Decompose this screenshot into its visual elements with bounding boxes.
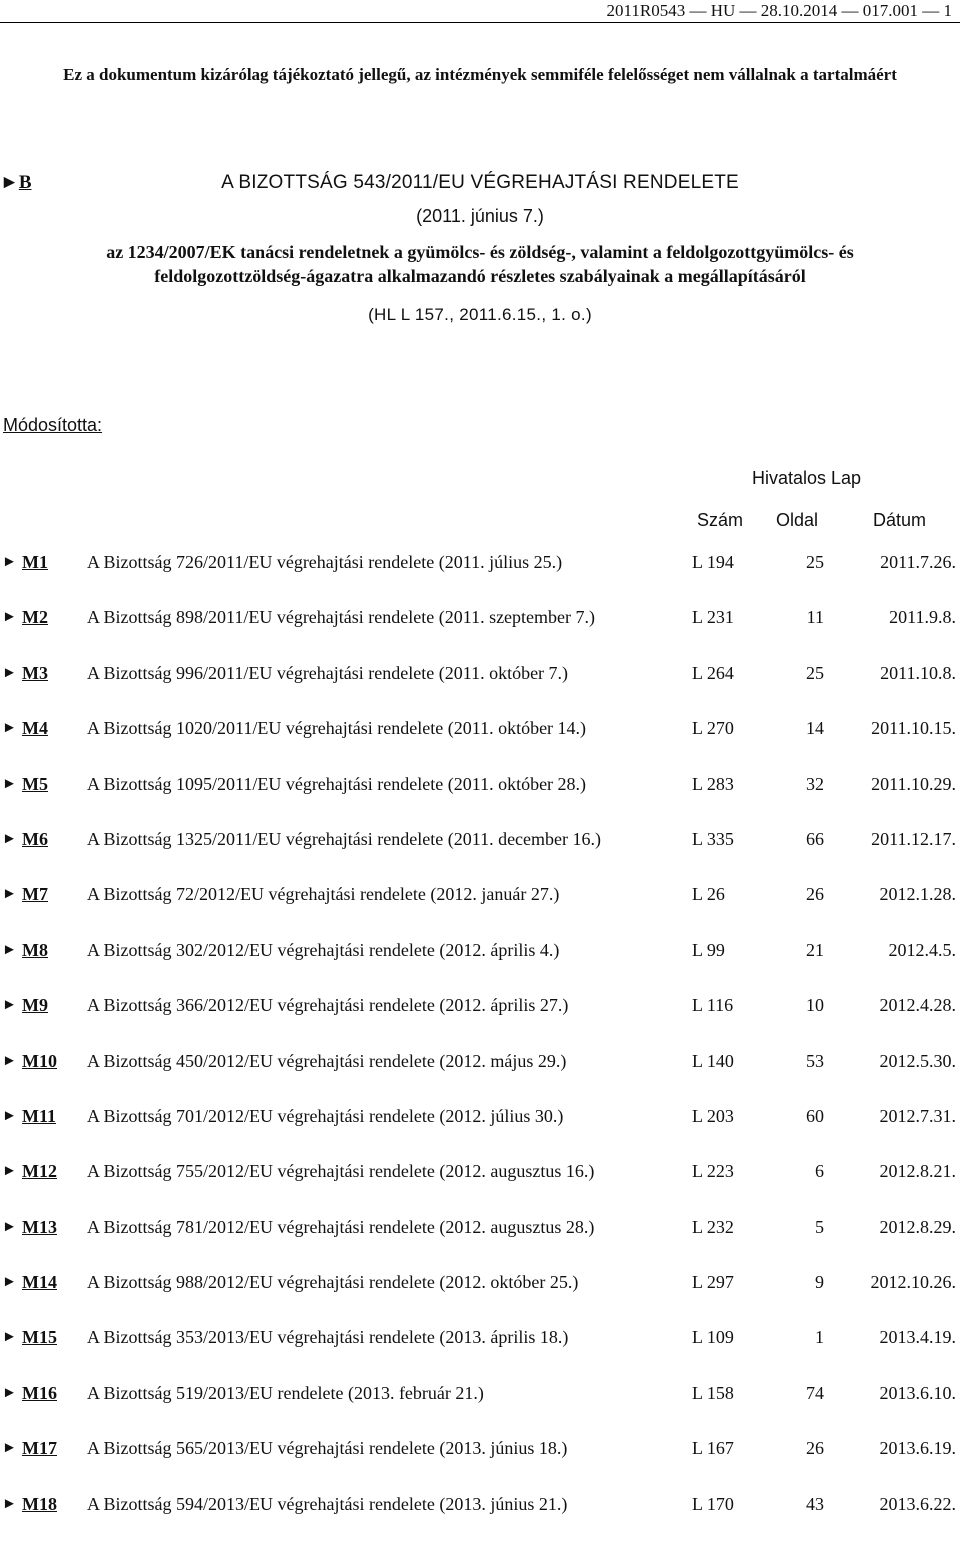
oj-number: L 158: [692, 1382, 734, 1403]
table-row: [0, 773, 960, 828]
amendment-code-link[interactable]: M7: [22, 884, 48, 905]
oj-date: 2011.10.15.: [871, 718, 956, 739]
triangle-right-icon: ►: [2, 886, 17, 903]
triangle-right-icon: ►: [2, 775, 17, 792]
oj-date: 2012.8.29.: [879, 1216, 956, 1237]
amendment-code-link[interactable]: M1: [22, 552, 48, 572]
oj-date: 2012.1.28.: [879, 884, 956, 905]
oj-page: 14: [806, 718, 824, 739]
amended-by-label: Módosította:: [3, 415, 103, 435]
oj-page: 32: [806, 773, 824, 794]
triangle-right-icon: ►: [2, 609, 17, 626]
amending-act: A Bizottság 519/2013/EU rendelete (2013. február 21.): [87, 1382, 484, 1403]
oj-date: 2012.4.5.: [888, 939, 956, 960]
oj-page: 25: [806, 662, 824, 683]
oj-number: L 170: [692, 1493, 734, 1514]
amending-act: A Bizottság 898/2011/EU végrehajtási rendelete (2011. szeptember 7.): [87, 607, 596, 628]
oj-date: 2012.10.26.: [870, 1272, 956, 1293]
amendment-code-link[interactable]: M3: [22, 662, 48, 683]
amendment-code-link[interactable]: M15: [22, 1327, 57, 1348]
table-row: [0, 1326, 960, 1381]
official-journal-header: Hivatalos Lap: [752, 468, 862, 488]
official-journal-reference: (HL L 157., 2011.6.15., 1. o.): [368, 305, 592, 324]
amending-act: A Bizottság 988/2012/EU végrehajtási rendelete (2012. október 25.): [87, 1272, 579, 1293]
oj-page: 9: [815, 1272, 824, 1293]
document-reference: 2011R0543 — HU — 28.10.2014 — 017.001 — 1: [606, 1, 952, 20]
triangle-right-icon: ►: [2, 1052, 17, 1069]
amendment-code-link[interactable]: M5: [22, 773, 48, 794]
amending-act: A Bizottság 996/2011/EU végrehajtási rendelete (2011. október 7.): [87, 662, 569, 683]
oj-page: 10: [806, 995, 824, 1016]
table-row: [0, 662, 960, 717]
oj-page: 66: [806, 828, 824, 849]
table-row: [0, 1216, 960, 1271]
oj-date: 2011.12.17.: [871, 828, 956, 849]
oj-number: L 109: [692, 1327, 734, 1348]
table-row: [0, 717, 960, 772]
oj-date: 2012.8.21.: [879, 1161, 956, 1182]
table-row: [0, 1050, 960, 1105]
oj-page: 74: [806, 1382, 824, 1403]
oj-date: 2012.7.31.: [879, 1105, 956, 1126]
column-header-page: Oldal: [776, 510, 819, 530]
amendment-code-link[interactable]: M8: [22, 939, 48, 960]
oj-page: 6: [815, 1161, 824, 1182]
amending-act: A Bizottság 1095/2011/EU végrehajtási rendelete (2011. október 28.): [87, 773, 587, 794]
column-header-number: Szám: [697, 510, 744, 530]
amending-act: A Bizottság 781/2012/EU végrehajtási rendelete (2012. augusztus 28.): [87, 1216, 595, 1237]
oj-page: 5: [815, 1216, 824, 1237]
oj-date: 2013.6.22.: [879, 1493, 956, 1514]
amending-act: A Bizottság 1020/2011/EU végrehajtási rendelete (2011. október 14.): [87, 718, 587, 739]
oj-page: 1: [815, 1327, 824, 1348]
oj-number: L 194: [692, 552, 734, 572]
table-row: [0, 939, 960, 994]
triangle-right-icon: ►: [2, 1274, 17, 1291]
oj-number: L 223: [692, 1161, 734, 1182]
triangle-right-icon: ►: [2, 830, 17, 847]
oj-number: L 297: [692, 1272, 734, 1293]
amendment-code-link[interactable]: M18: [22, 1493, 57, 1514]
oj-number: L 335: [692, 828, 734, 849]
oj-number: L 116: [692, 995, 734, 1016]
amending-act: A Bizottság 366/2012/EU végrehajtási rendelete (2012. április 27.): [87, 995, 569, 1016]
amending-act: A Bizottság 72/2012/EU végrehajtási rendelete (2012. január 27.): [87, 884, 560, 905]
amending-act: A Bizottság 302/2012/EU végrehajtási rendelete (2012. április 4.): [87, 939, 560, 960]
amendment-code-link[interactable]: M10: [22, 1050, 57, 1071]
table-row: [0, 1437, 960, 1492]
disclaimer: Ez a dokumentum kizárólag tájékoztató jellegű, az intézmények semmiféle felelősséget nem vállalnak a tartalmáért: [63, 65, 897, 84]
oj-number: L 283: [692, 773, 734, 794]
triangle-right-icon: ►: [2, 1163, 17, 1180]
amending-act: A Bizottság 701/2012/EU végrehajtási rendelete (2012. július 30.): [87, 1105, 564, 1126]
oj-date: 2011.7.26.: [880, 552, 956, 572]
amendment-code-link[interactable]: M12: [22, 1161, 57, 1182]
column-header-date: Dátum: [873, 510, 927, 530]
oj-number: L 203: [692, 1105, 734, 1126]
oj-page: 43: [806, 1493, 824, 1514]
table-row: [0, 883, 960, 938]
oj-date: 2012.4.28.: [879, 995, 956, 1016]
oj-number: L 264: [692, 662, 734, 683]
regulation-subject: az 1234/2007/EK tanácsi rendeletnek a gyümölcs- és zöldség-, valamint a feldolgozottgyümölcs- és feldolgozottzöldség-ágazatra alkalmazandó részletes szabályainak a megállapításáról: [106, 242, 854, 286]
triangle-right-icon: ►: [2, 997, 17, 1014]
oj-page: 21: [806, 939, 824, 960]
triangle-right-icon: ►: [0, 172, 19, 193]
base-act-label: B: [18, 172, 32, 193]
oj-page: 25: [806, 552, 824, 572]
triangle-right-icon: ►: [2, 1329, 17, 1346]
triangle-right-icon: ►: [2, 1495, 17, 1512]
amending-act: A Bizottság 450/2012/EU végrehajtási rendelete (2012. május 29.): [87, 1050, 567, 1071]
amendment-code-link[interactable]: M11: [22, 1105, 56, 1126]
amending-act: A Bizottság 565/2013/EU végrehajtási rendelete (2013. június 18.): [87, 1438, 568, 1459]
oj-number: L 26: [692, 884, 725, 905]
triangle-right-icon: ►: [2, 664, 17, 681]
amendment-code-link[interactable]: M17: [22, 1438, 57, 1459]
triangle-right-icon: ►: [2, 941, 17, 958]
table-row: [0, 1160, 960, 1215]
amending-act: A Bizottság 755/2012/EU végrehajtási rendelete (2012. augusztus 16.): [87, 1161, 595, 1182]
triangle-right-icon: ►: [2, 720, 17, 737]
oj-number: L 231: [692, 607, 734, 628]
amending-act: A Bizottság 594/2013/EU végrehajtási rendelete (2013. június 21.): [87, 1493, 568, 1514]
table-row: [0, 1271, 960, 1326]
triangle-right-icon: ►: [2, 1384, 17, 1401]
header-rule: [0, 22, 960, 23]
table-row: [0, 606, 960, 661]
oj-page: 26: [806, 1438, 824, 1459]
oj-page: 60: [806, 1105, 824, 1126]
oj-date: 2013.6.10.: [879, 1382, 956, 1403]
amendment-code-link[interactable]: M9: [22, 995, 48, 1016]
table-row: [0, 551, 960, 606]
triangle-right-icon: ►: [2, 1218, 17, 1235]
table-row: [0, 1382, 960, 1437]
triangle-right-icon: ►: [2, 554, 17, 570]
oj-number: L 167: [692, 1438, 734, 1459]
triangle-right-icon: ►: [2, 1107, 17, 1124]
regulation-title: A BIZOTTSÁG 543/2011/EU VÉGREHAJTÁSI RENDELETE: [221, 172, 739, 193]
table-row: [0, 1493, 960, 1548]
oj-page: 11: [806, 607, 824, 628]
oj-date: 2011.10.8.: [880, 662, 956, 683]
amendment-code-link[interactable]: M13: [22, 1216, 57, 1237]
amending-act: A Bizottság 726/2011/EU végrehajtási rendelete (2011. július 25.): [87, 552, 563, 572]
amending-act: A Bizottság 353/2013/EU végrehajtási rendelete (2013. április 18.): [87, 1327, 569, 1348]
amendments-list: [0, 551, 960, 1548]
oj-page: 53: [806, 1050, 824, 1071]
oj-number: L 140: [692, 1050, 734, 1071]
table-row: [0, 828, 960, 883]
oj-date: 2013.6.19.: [879, 1438, 956, 1459]
amendment-code-link[interactable]: M6: [22, 828, 48, 849]
oj-date: 2011.10.29.: [871, 773, 956, 794]
oj-number: L 270: [692, 718, 734, 739]
oj-date: 2012.5.30.: [879, 1050, 956, 1071]
amendment-code-link[interactable]: M14: [22, 1272, 57, 1293]
oj-number: L 232: [692, 1216, 734, 1237]
oj-number: L 99: [692, 939, 725, 960]
oj-date: 2013.4.19.: [879, 1327, 956, 1348]
amendment-code-link[interactable]: M2: [22, 607, 48, 628]
triangle-right-icon: ►: [2, 1440, 17, 1457]
amendment-code-link[interactable]: M4: [22, 718, 48, 739]
amending-act: A Bizottság 1325/2011/EU végrehajtási rendelete (2011. december 16.): [87, 828, 602, 849]
amendment-code-link[interactable]: M16: [22, 1382, 57, 1403]
regulation-date: (2011. június 7.): [416, 206, 544, 226]
oj-page: 26: [806, 884, 824, 905]
oj-date: 2011.9.8.: [889, 607, 956, 628]
table-row: [0, 1105, 960, 1160]
table-row: [0, 994, 960, 1049]
